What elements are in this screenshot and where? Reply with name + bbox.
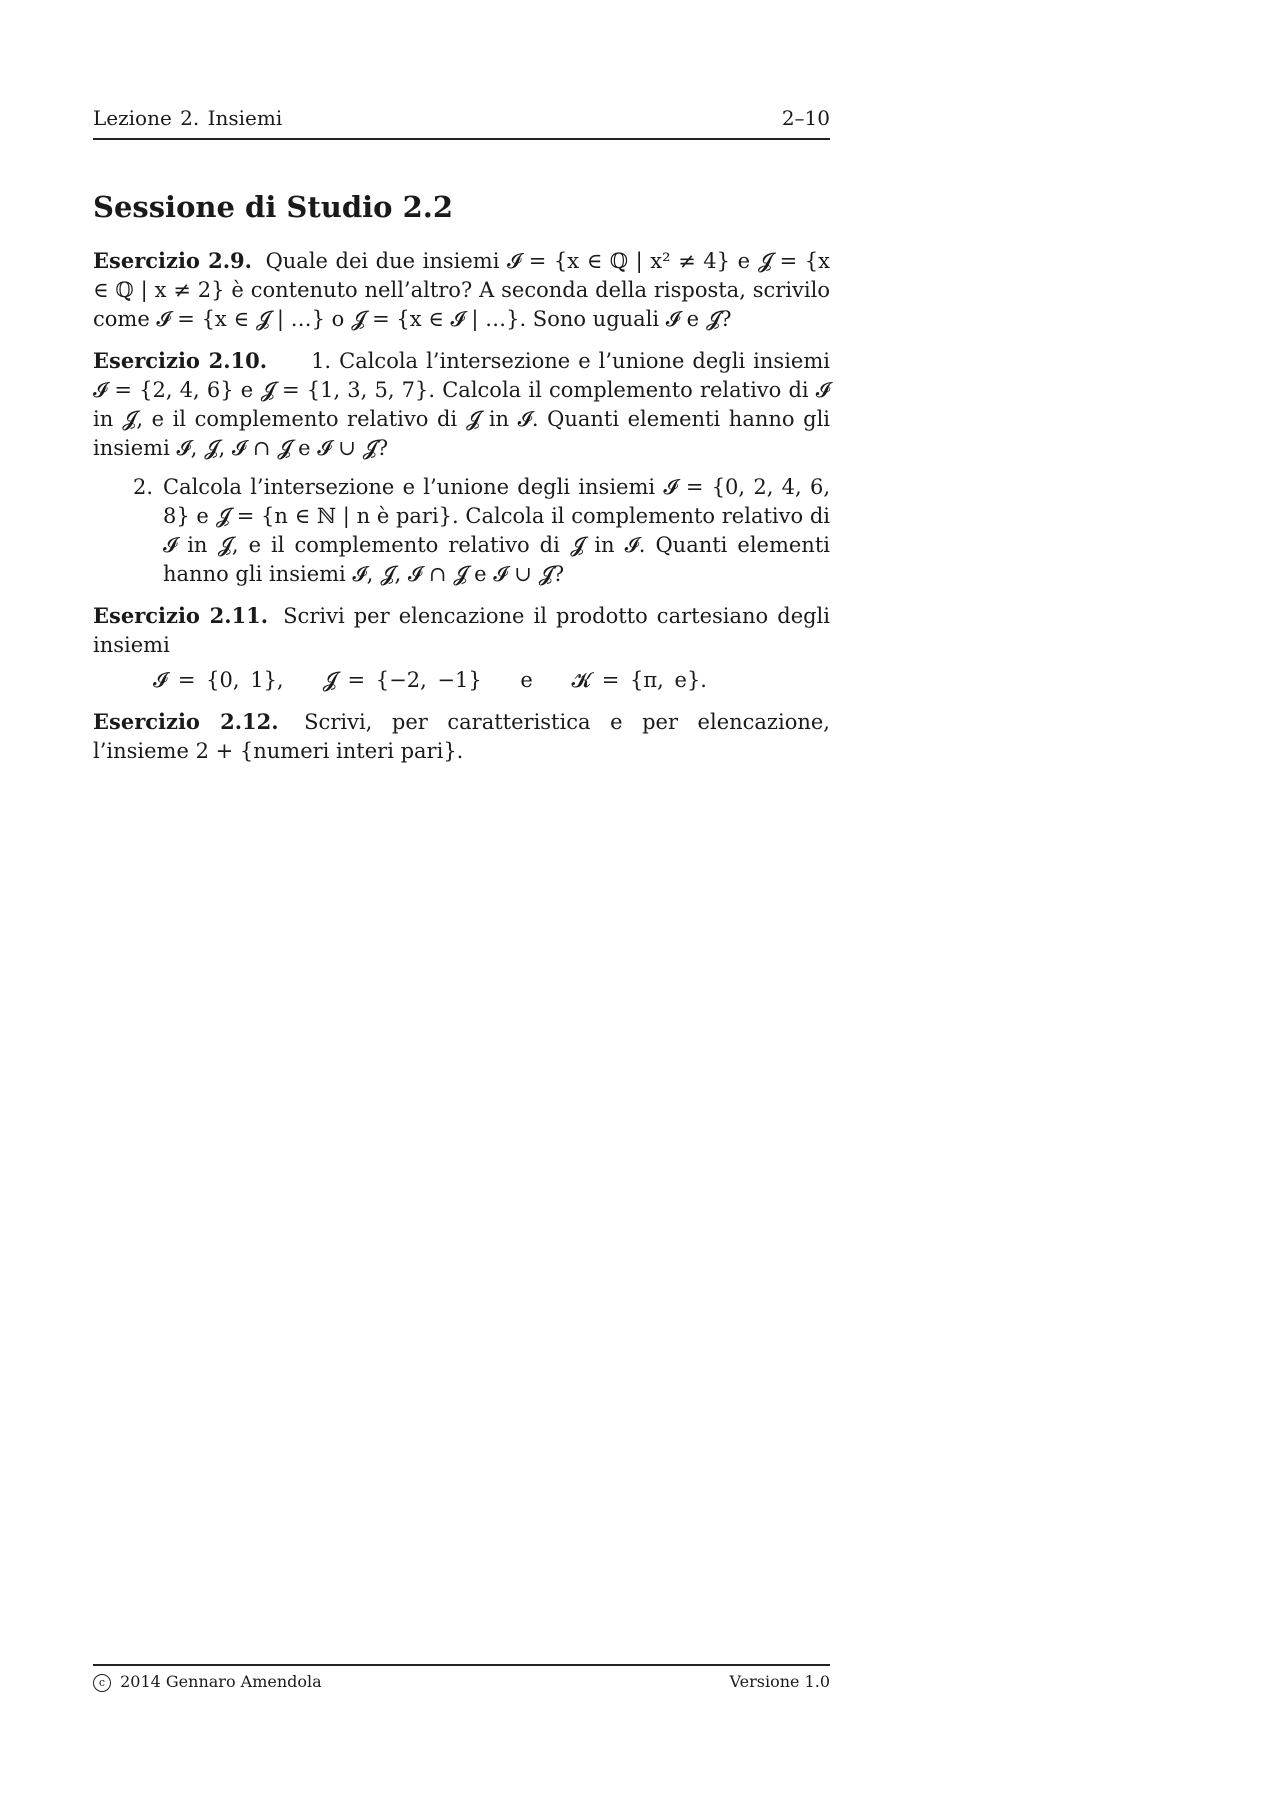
exercise-label: Esercizio 2.9. (93, 248, 252, 273)
section-title: Sessione di Studio 2.2 (93, 190, 454, 224)
header-lesson-title: Lezione 2. Insiemi (93, 106, 283, 130)
exercise-text: Scrivi, per caratteristica e per elencazione, l’insieme 2 + {numeri interi pari}. (93, 710, 830, 763)
exercise-text: Scrivi per elencazione il prodotto cartesiano degli insiemi (93, 604, 830, 657)
enum-item-2 (93, 473, 830, 589)
enum-text: Calcola l’intersezione e l’unione degli insiemi 𝓘 = {2, 4, 6} e 𝓙 = {1, 3, 5, 7}. Calcola il complemento relativo di 𝓘 in 𝓙, e il complemento relativo di 𝓙 in 𝓘. Quanti elementi hanno gli insiemi 𝓘, 𝓙, 𝓘 ∩ 𝓙 e 𝓘 ∪ 𝓙? (93, 349, 830, 460)
running-header (93, 106, 830, 140)
footer-version: Versione 1.0 (729, 1672, 830, 1691)
exercise-text: Quale dei due insiemi 𝓘 = {x ∈ ℚ | x² ≠ 4} e 𝓙 = {x ∈ ℚ | x ≠ 2} è contenuto nell’altro? A seconda della risposta, scrivilo come 𝓘 = {x ∈ 𝓙 | …} o 𝓙 = {x ∈ 𝓘 | …}. Sono uguali 𝓘 e 𝓙? (93, 249, 830, 331)
enum-number: 2. (132, 475, 153, 499)
set-k: 𝓚 = {π, e}. (571, 668, 707, 692)
conjunction: e (520, 668, 533, 692)
header-page-number: 2–10 (781, 106, 830, 130)
exercise-2-9 (93, 246, 830, 334)
exercise-2-10 (93, 346, 830, 589)
exercise-label: Esercizio 2.11. (93, 603, 269, 628)
enum-text: Calcola l’intersezione e l’unione degli insiemi 𝓘 = {0, 2, 4, 6, 8} e 𝓙 = {n ∈ ℕ | n è pari}. Calcola il complemento relativo di 𝓘 in 𝓙, e il complemento relativo di 𝓙 in 𝓘. Quanti elementi hanno gli insiemi 𝓘, 𝓙, 𝓘 ∩ 𝓙 e 𝓘 ∪ 𝓙? (163, 475, 830, 586)
exercise-2-12 (93, 707, 830, 766)
footer-copyright (93, 1672, 322, 1692)
running-footer (93, 1664, 830, 1692)
set-j: 𝓙 = {−2, −1} (322, 668, 482, 692)
display-equation (93, 666, 830, 695)
exercise-label: Esercizio 2.12. (93, 709, 279, 734)
enum-item-1 (93, 346, 830, 463)
exercise-label: Esercizio 2.10. (93, 348, 268, 373)
copyright-text: 2014 Gennaro Amendola (120, 1672, 322, 1691)
exercise-2-11 (93, 601, 830, 695)
exercise-list (93, 246, 830, 778)
copyright-icon: c (93, 1674, 111, 1692)
enum-number: 1. (311, 349, 332, 373)
set-i: 𝓘 = {0, 1}, (153, 668, 284, 692)
